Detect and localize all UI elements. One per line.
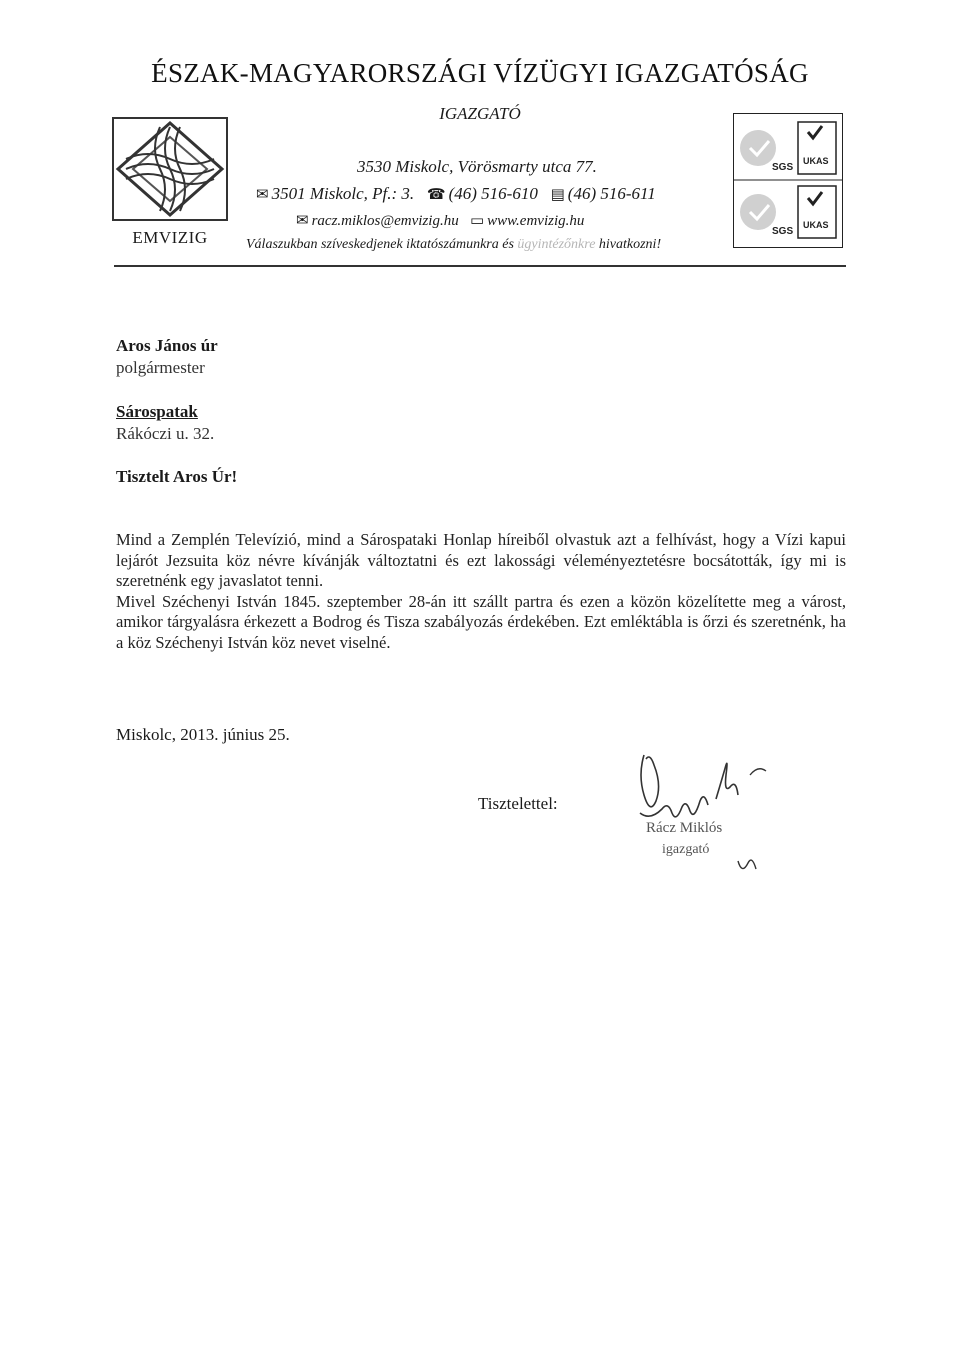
letter-body [116,530,846,653]
email-address: racz.miklos@emvizig.hu [311,213,459,229]
salutation: Tisztelt Aros Úr! [116,467,238,486]
recipient-street: Rákóczi u. 32. [116,424,215,443]
ukas-label-2: UKAS [803,220,829,230]
recipient-title: polgármester [116,358,205,377]
street-address: 3530 Miskolc, Vörösmarty utca 77. [357,157,597,176]
ukas-label: UKAS [803,156,829,166]
email-icon: ✉ [296,213,309,229]
online-contact-line [296,211,584,230]
website: www.emvizig.hu [487,213,585,229]
sgs-label-2: SGS [772,226,794,237]
envelope-icon: ✉ [256,187,269,203]
fax-number: (46) 516-611 [567,184,656,203]
letter-date: Miskolc, 2013. június 25. [116,725,290,744]
signer-title: igazgató [662,842,710,857]
body-paragraph-2: Mivel Széchenyi István 1845. szeptember 28-án itt szállt partra és ezen a közön közelítette meg a várost, amikor tárgyalásra érkezett a Bodrog és Tisza szabályozás érdekében. Ezt emléktábla is őrzi és szeretnénk, ha a köz Széchenyi István köz nevet viselné. [116,591,846,652]
body-paragraph-1: Mind a Zemplén Televízió, mind a Sárospataki Honlap híreiből olvastuk azt a felhívást, hogy a Vízi kapui lejárót Jezsuita köz névre kívánják változtatni és ezt lakossági véleményeztetésre bocsátották, így mi is szeretnénk egy javaslatot tenni. [116,530,846,590]
header-divider [114,265,846,267]
fax-icon: ▤ [550,187,565,203]
reply-note: Válaszukban szíveskedjenek iktatószámunkra és ügyintézőnkre hivatkozni! [246,237,662,252]
telephone-icon: ☎ [426,187,446,203]
emvizig-logo-icon [110,115,230,223]
recipient-city: Sárospatak [116,402,198,421]
handwritten-signature [610,735,790,885]
logo-label: EMVIZIG [132,228,208,247]
director-subtitle: IGAZGATÓ [439,104,521,123]
contact-line [256,184,656,204]
recipient-name: Aros János úr [116,336,218,355]
signer-name: Rácz Miklós [646,820,723,836]
sgs-label: SGS [772,162,794,173]
organization-title: ÉSZAK-MAGYARORSZÁGI VÍZÜGYI IGAZGATÓSÁG [151,58,809,88]
phone-number: (46) 516-610 [448,184,538,203]
computer-icon: ▭ [469,213,485,229]
closing: Tisztelettel: [478,794,558,813]
certification-badge-icon [733,113,843,248]
postal-address: 3501 Miskolc, Pf.: 3. [271,184,415,203]
